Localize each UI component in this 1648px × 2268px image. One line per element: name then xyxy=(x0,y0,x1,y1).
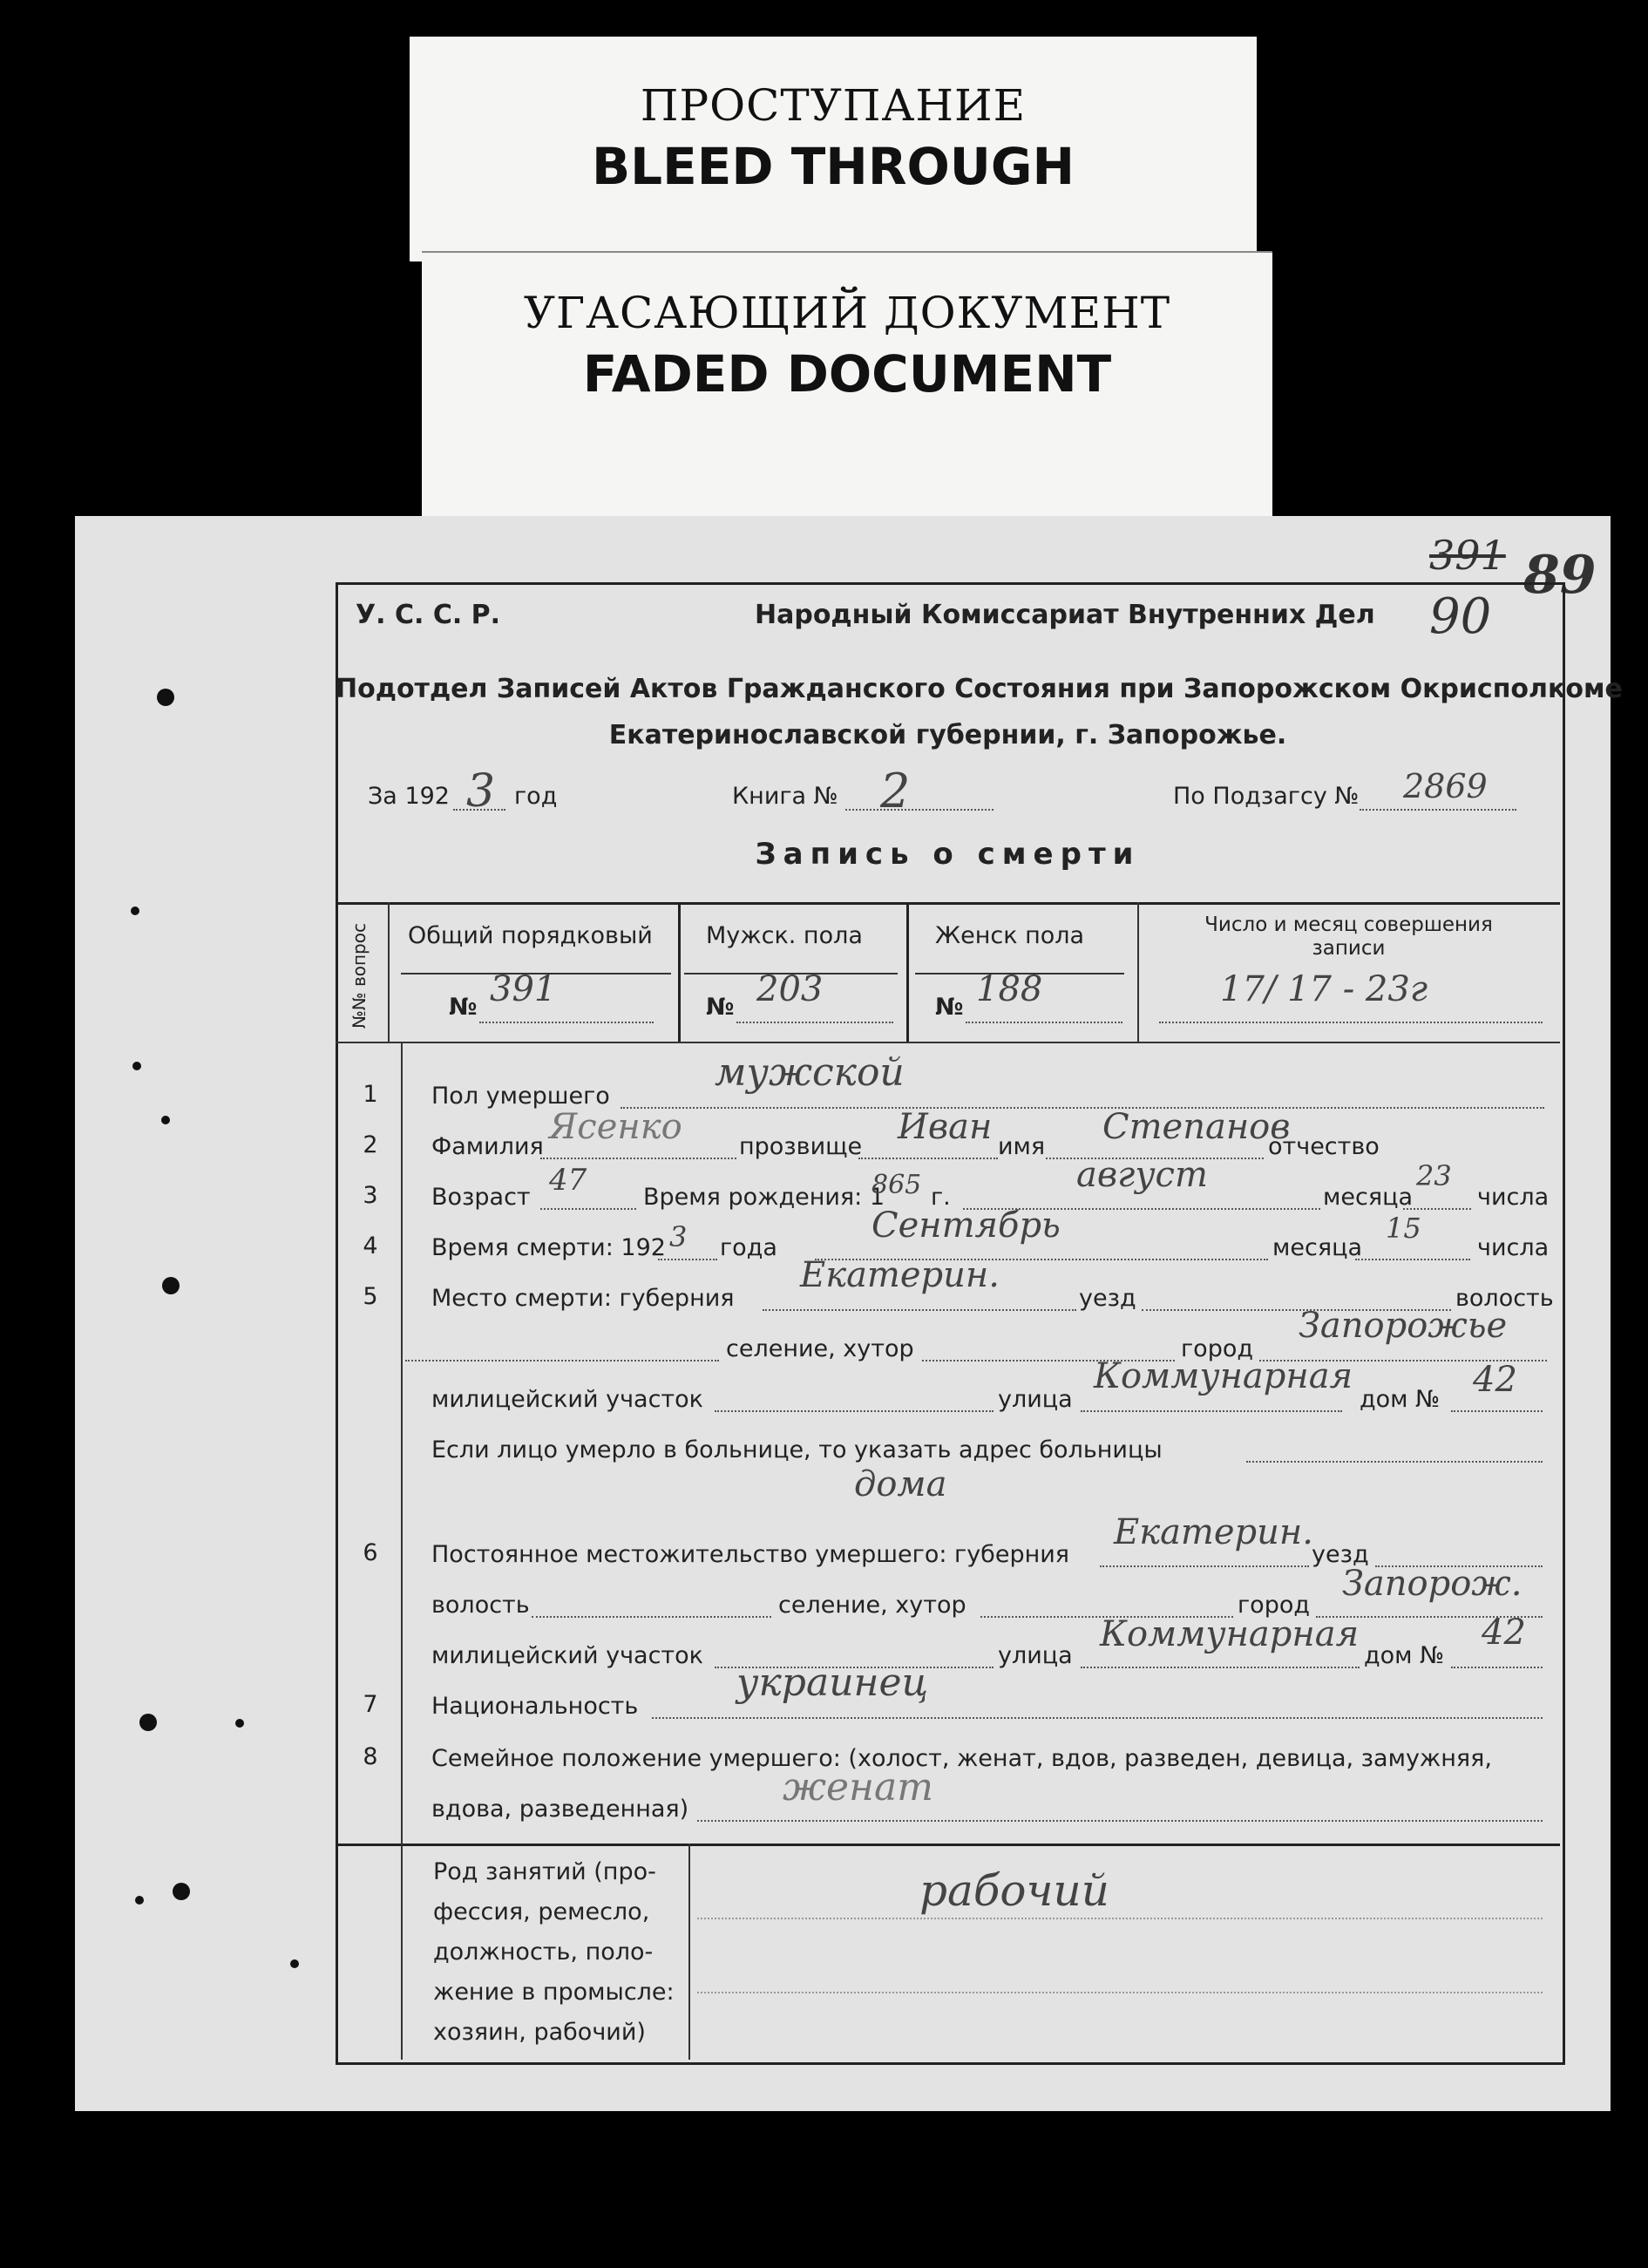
col-female-header: Женск пола xyxy=(935,922,1085,949)
podzags-label: По Подзагсу № xyxy=(1173,783,1360,810)
col-date-header: Число и месяц совершения xyxy=(1204,913,1493,936)
binder-hole xyxy=(161,1116,170,1124)
binder-hole xyxy=(139,1714,157,1731)
place-house-value: 42 xyxy=(1473,1360,1517,1400)
nationality-label: Национальность xyxy=(431,1693,639,1720)
bleed-through-en: BLEED THROUGH xyxy=(591,137,1075,196)
general-number-value: 391 xyxy=(490,969,557,1009)
commissariat-label: Народный Комиссариат Внутренних Дел xyxy=(755,600,1375,630)
row-number: 3 xyxy=(363,1182,378,1209)
birth-day-label: числа xyxy=(1477,1184,1550,1211)
surname-value: Ясенко xyxy=(549,1107,682,1147)
residence-militia-label: милицейский участок xyxy=(431,1642,703,1669)
death-month-label: месяца xyxy=(1272,1234,1362,1261)
no-sign: № xyxy=(706,994,735,1021)
surname-label: Фамилия xyxy=(431,1133,544,1160)
occupation-label-3: должность, поло- xyxy=(433,1939,654,1966)
year-label: За 192 xyxy=(368,783,450,810)
street-label: улица xyxy=(998,1386,1073,1413)
bleed-through-card xyxy=(410,37,1257,261)
residence-volost-label: волость xyxy=(431,1592,530,1619)
volost-label: волость xyxy=(1455,1285,1554,1312)
age-value: 47 xyxy=(549,1163,587,1198)
village-label: селение, хутор xyxy=(726,1335,914,1362)
bleed-through-ru: ПРОСТУПАНИЕ xyxy=(640,80,1027,131)
year-value: 3 xyxy=(466,765,496,818)
row-number: 7 xyxy=(363,1691,378,1718)
faded-document-en: FADED DOCUMENT xyxy=(582,344,1112,404)
row-number: 2 xyxy=(363,1131,378,1158)
birth-year-value: 865 xyxy=(871,1170,922,1200)
female-number-value: 188 xyxy=(976,969,1043,1009)
residence-district-label: уезд xyxy=(1312,1541,1369,1568)
death-day-value: 15 xyxy=(1386,1212,1421,1245)
family-status-label: Семейное положение умершего: (холост, женат, вдов, разведен, девица, замужняя, xyxy=(431,1745,1492,1772)
nationality-value: украинец xyxy=(736,1660,929,1705)
corner-number-right: 89 xyxy=(1523,545,1597,606)
place-label: Место смерти: губерния xyxy=(431,1285,735,1312)
hospital-value: дома xyxy=(854,1464,947,1504)
question-number-header: №№ вопрос xyxy=(349,923,370,1029)
col-general-header: Общий порядковый xyxy=(408,922,653,949)
residence-house-value: 42 xyxy=(1482,1613,1526,1653)
binder-hole xyxy=(173,1883,190,1900)
residence-label: Постоянное местожительство умершего: губерния xyxy=(431,1541,1070,1568)
militia-label: милицейский участок xyxy=(431,1386,703,1413)
row-number: 8 xyxy=(363,1743,378,1770)
death-month-value: Сентябрь xyxy=(871,1205,1061,1246)
col-date-header-2: записи xyxy=(1312,937,1386,960)
corner-number-mid: 90 xyxy=(1429,588,1492,645)
place-street-value: Коммунарная xyxy=(1094,1356,1353,1396)
residence-house-label: дом № xyxy=(1364,1642,1445,1669)
birth-g-label: г. xyxy=(931,1184,951,1211)
sex-label: Пол умершего xyxy=(431,1083,610,1110)
occupation-label-4: жение в промысле: xyxy=(433,1979,675,2006)
department-line-1: Подотдел Записей Актов Гражданского Состояния при Запорожском Окрисполкоме xyxy=(336,674,1623,704)
place-province-value: Екатерин. xyxy=(800,1255,1000,1295)
house-label: дом № xyxy=(1360,1386,1441,1413)
age-label: Возраст xyxy=(431,1184,531,1211)
residence-city-value: Запорож. xyxy=(1342,1564,1523,1604)
faded-document-ru: УГАСАЮЩИЙ ДОКУМЕНТ xyxy=(523,288,1171,338)
binder-hole xyxy=(290,1959,299,1968)
patronymic-label: отчество xyxy=(1268,1133,1380,1160)
place-city-value: Запорожье xyxy=(1299,1306,1508,1346)
death-year-label: года xyxy=(720,1234,777,1261)
corner-number-top: 391 xyxy=(1429,532,1506,579)
nickname-label: прозвище xyxy=(739,1133,863,1160)
faded-document-card xyxy=(422,253,1272,519)
residence-village-label: селение, хутор xyxy=(778,1592,966,1619)
binder-hole xyxy=(157,689,174,706)
binder-hole xyxy=(132,1062,141,1070)
department-line-2: Екатеринославской губернии, г. Запорожье. xyxy=(608,720,1287,750)
book-label: Книга № xyxy=(732,783,838,810)
binder-hole xyxy=(135,1896,144,1905)
residence-street-label: улица xyxy=(998,1642,1073,1669)
binder-hole xyxy=(131,907,139,915)
col-male-header: Мужск. пола xyxy=(706,922,863,949)
residence-street-value: Коммунарная xyxy=(1100,1614,1360,1654)
male-number-value: 203 xyxy=(756,969,824,1009)
no-sign: № xyxy=(935,994,964,1021)
no-sign: № xyxy=(449,994,478,1021)
name-value: Степанов xyxy=(1102,1107,1291,1147)
book-value: 2 xyxy=(880,764,911,818)
binder-hole xyxy=(235,1719,244,1728)
record-date-value: 17/ 17 - 23г xyxy=(1220,969,1428,1009)
sex-value: мужской xyxy=(715,1050,905,1095)
hospital-label: Если лицо умерло в больнице, то указать адрес больницы xyxy=(431,1436,1163,1463)
family-status-label-2: вдова, разведенная) xyxy=(431,1796,689,1823)
name-label: имя xyxy=(998,1133,1046,1160)
residence-city-label: город xyxy=(1238,1592,1311,1619)
district-label: уезд xyxy=(1079,1285,1136,1312)
row-number: 4 xyxy=(363,1232,378,1260)
row-number: 1 xyxy=(363,1081,378,1108)
occupation-value: рабочий xyxy=(919,1865,1109,1916)
occupation-label-5: хозяин, рабочий) xyxy=(433,2019,646,2046)
birth-month-value: август xyxy=(1076,1155,1208,1195)
record-title: Запись о смерти xyxy=(755,837,1141,872)
binder-hole xyxy=(162,1277,180,1294)
birth-day-value: 23 xyxy=(1416,1159,1452,1192)
nickname-value: Иван xyxy=(898,1107,993,1147)
row-number: 5 xyxy=(363,1283,378,1310)
birth-label: Время рождения: 1 xyxy=(643,1184,885,1211)
city-label: город xyxy=(1181,1335,1254,1362)
death-time-label: Время смерти: 192 xyxy=(431,1234,666,1261)
row-number: 6 xyxy=(363,1539,378,1566)
podzags-value: 2869 xyxy=(1403,767,1488,805)
family-status-value: женат xyxy=(783,1765,933,1810)
year-suffix: год xyxy=(514,783,558,810)
occupation-label-2: фессия, ремесло, xyxy=(433,1898,650,1925)
occupation-label-1: Род занятий (про- xyxy=(433,1858,656,1885)
ussr-label: У. С. С. Р. xyxy=(356,600,501,630)
death-day-label: числа xyxy=(1477,1234,1550,1261)
residence-province-value: Екатерин. xyxy=(1114,1512,1313,1552)
death-year-value: 3 xyxy=(669,1220,688,1253)
birth-month-label: месяца xyxy=(1323,1184,1413,1211)
